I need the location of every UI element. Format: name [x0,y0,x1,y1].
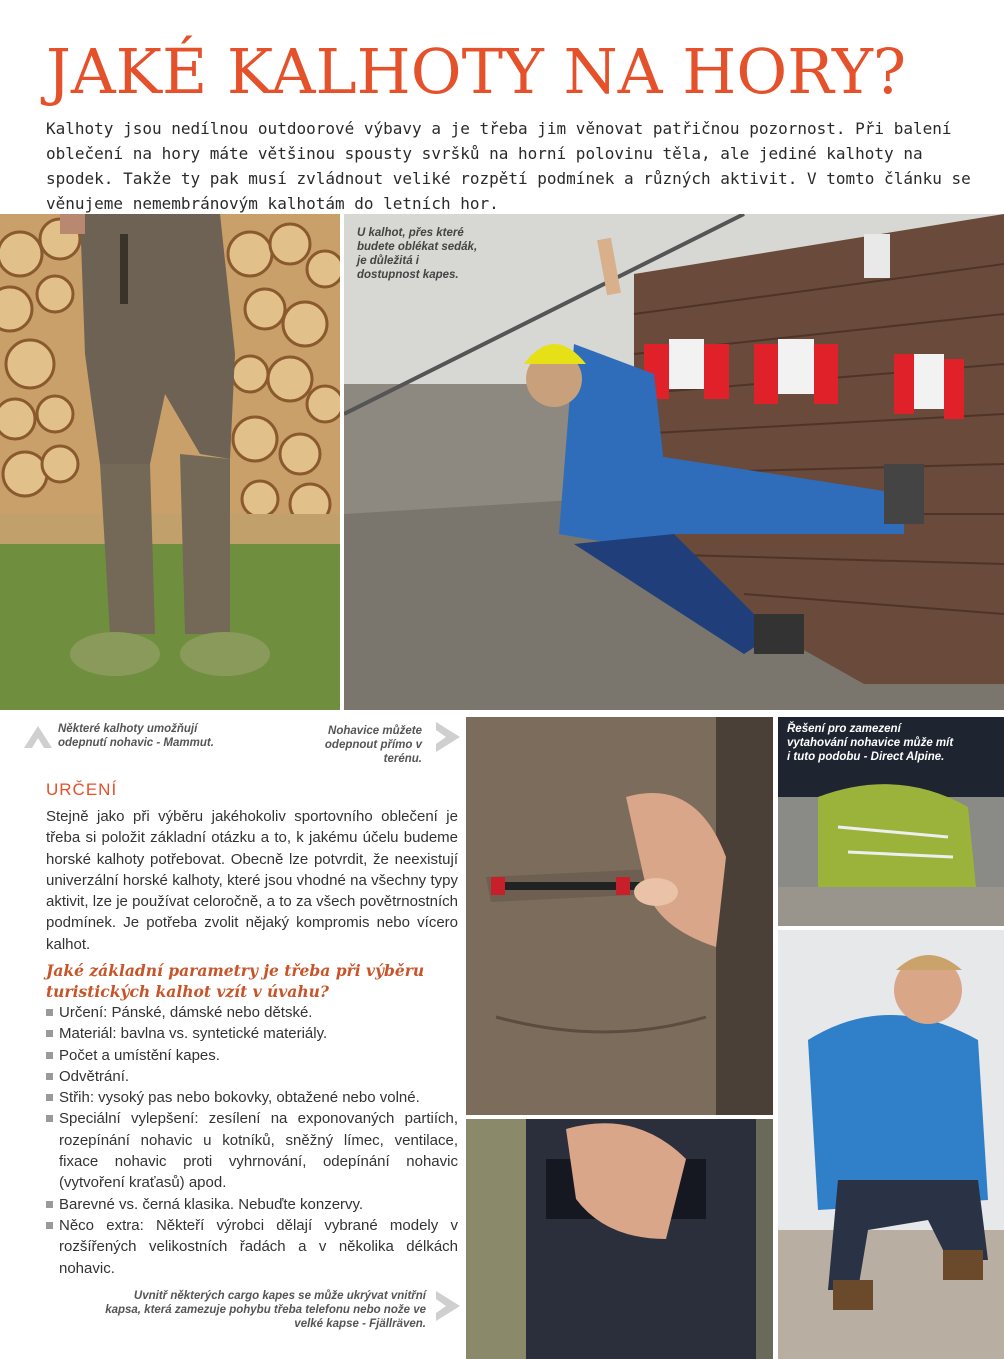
caption-pocket: Uvnitř některých cargo kapes se může ukrývat vnitřní kapsa, která zamezuje pohybu třeba telefonu nebo nože ve velké kapse - Fjällräven. [105,1290,426,1330]
list-item: Určení: Pánské, dámské nebo dětské. [46,1002,458,1023]
parameter-list [46,1002,458,1279]
caption-shoe: Řešení pro zamezení vytahování nohavice může mít i tuto podobu - Direct Alpine. [787,723,954,763]
list-item: Něco extra: Někteří výrobci dělají vybrané modely v rozšířených velikostních řadách a v několika délkách nohavic. [46,1215,458,1279]
section-heading: URČENÍ [46,780,118,799]
photo-zipper-detail [466,717,773,1115]
photo-zipoff-pants [0,214,340,710]
photo-pocket-detail [466,1119,773,1359]
list-item: Speciální vylepšení: zesílení na exponovaných partiích, rozepínání nohavic u kotníků, sněžný límec, ventilace, fixace nohavic proti vyhrnování, odepínání nohavic (vytvoření kraťasů) apod. [46,1108,458,1193]
section-body: Stejně jako při výběru jakéhokoliv sportovního oblečení je třeba si položit základní otázku a to, k jakému účelu budeme horské kalhoty potřebovat. Obecně lze potvrdit, že neexistují univerzální horské kalhoty, které jsou vhodné na všechny typy aktivit, lze je používat celoročně, a to za všech povětrnostních podmínek. Je potřeba zvolit nějaký kompromis nebo vícero kalhot. [46,808,458,953]
list-item: Střih: vysoký pas nebo bokovky, obtažené nebo volné. [46,1087,458,1108]
caption-climber: U kalhot, přes které budete oblékat sedák, je důležitá i dostupnost kapes. [357,227,478,281]
arrow-right-icon [436,1291,460,1321]
list-item: Odvětrání. [46,1066,458,1087]
article-lead: Kalhoty jsou nedílnou outdoorové výbavy a je třeba jim věnovat patřičnou pozornost. Při balení oblečení na hory máte většinou spousty svršků na horní polovinu těla, ale jediné kalhoty na spodek. Takže ty pak musí zvládnout veliké rozpětí podmínek a různých aktivit. V tomto článku se věnujeme nemembránovým kalhotám do letních hor. [46,119,971,213]
list-item: Barevné vs. černá klasika. Nebuďte konzervy. [46,1194,458,1215]
arrow-up-icon [24,722,52,748]
list-item: Materiál: bavlna vs. syntetické materiály. [46,1023,458,1044]
list-item: Počet a umístění kapes. [46,1045,458,1066]
arrow-right-icon [436,722,460,752]
photo-hiker-portrait [778,930,1004,1359]
caption-field: Nohavice můžete odepnout přímo v terénu. [324,725,422,765]
caption-zipoff: Některé kalhoty umožňují odepnutí nohavic - Mammut. [58,723,214,749]
section-subheading: Jaké základní parametry je třeba při výběru turistických kalhot vzít v úvahu? [46,961,425,1001]
photo-climber [344,214,1004,710]
article-title: JAKÉ KALHOTY NA HORY? [46,35,907,108]
